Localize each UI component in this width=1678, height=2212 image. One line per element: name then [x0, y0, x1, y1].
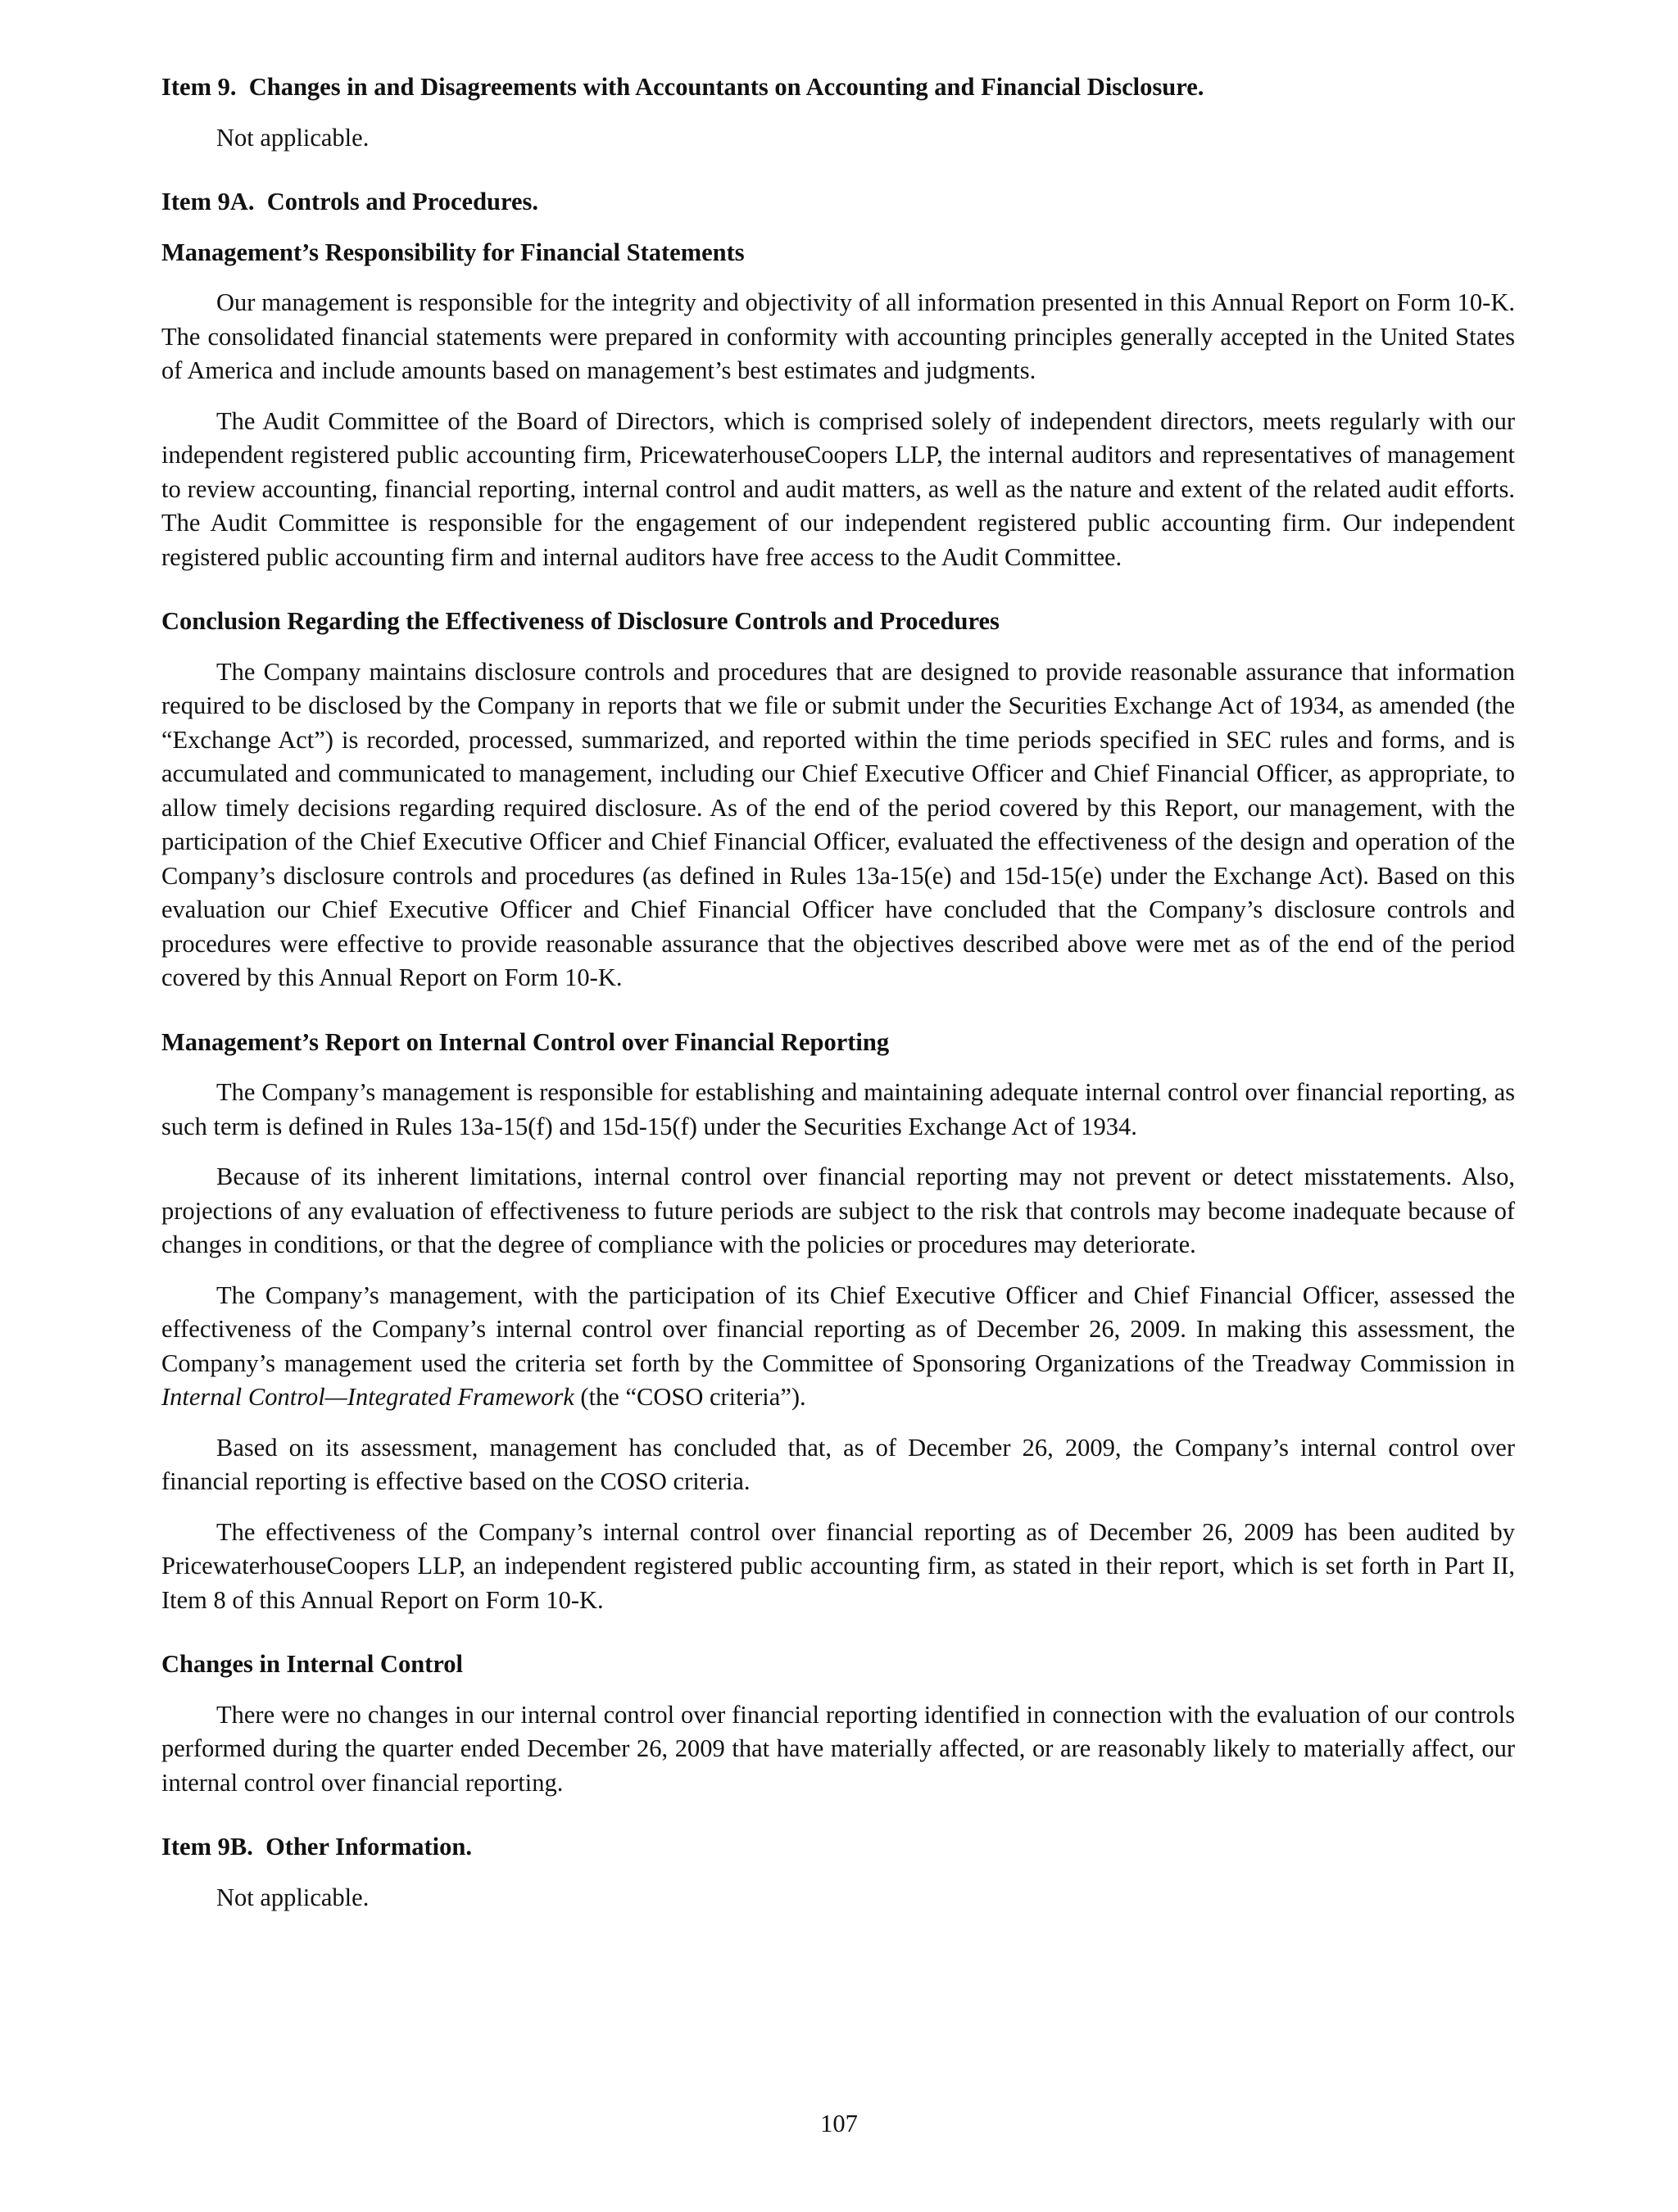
- conclusion-heading: Conclusion Regarding the Effectiveness of Disclosure Controls and Procedures: [161, 607, 1000, 635]
- mgmt-report-paragraph-3-text-b: (the “COSO criteria”).: [574, 1383, 806, 1411]
- document-page: [161, 70, 1515, 1915]
- item-9-text: Not applicable.: [216, 123, 370, 152]
- mgmt-report-paragraph-4: Based on its assessment, management has concluded that, as of December 26, 2009, the Company’s internal control over financial reporting is effective based on the COSO criteria.: [161, 1433, 1515, 1495]
- mgmt-responsibility-paragraph-2: The Audit Committee of the Board of Directors, which is comprised solely of independent directors, meets regularly with our independent registered public accounting firm, PricewaterhouseCoopers LLP, the internal auditors and representatives of management to review accounting, financial reporting, internal control and audit matters, as well as the nature and extent of the related audit efforts. The Audit Committee is responsible for the engagement of our independent registered public accounting firm. Our independent registered public accounting firm and internal auditors have free access to the Audit Committee.: [161, 406, 1515, 571]
- mgmt-report-paragraph-2: Because of its inherent limitations, internal control over financial reporting may not prevent or detect misstatements. Also, projections of any evaluation of effectiveness to future periods are subject to the risk that controls may become inadequate because of changes in conditions, or that the degree of compliance with the policies or procedures may deteriorate.: [161, 1163, 1515, 1258]
- item-9b-heading: Item 9B. Other Information.: [161, 1833, 472, 1861]
- item-9a-heading: Item 9A. Controls and Procedures.: [161, 188, 539, 215]
- mgmt-responsibility-heading: Management’s Responsibility for Financial Statements: [161, 238, 745, 266]
- item-9b-text: Not applicable.: [216, 1883, 370, 1911]
- mgmt-report-paragraph-3-text-a: The Company’s management, with the participation of its Chief Executive Officer and Chief Financial Officer, assessed the effectiveness of the Company’s internal control over financial reporting as of December 26, 2009. In making this assessment, the Company’s management used the criteria set forth by the Committee of Sponsoring Organizations of the Treadway Commission in: [161, 1281, 1515, 1377]
- mgmt-report-paragraph-3: [161, 1279, 1515, 1415]
- mgmt-report-heading: Management’s Report on Internal Control over Financial Reporting: [161, 1027, 890, 1056]
- coso-framework-title: Internal Control—Integrated Framework: [161, 1383, 574, 1411]
- changes-heading: Changes in Internal Control: [161, 1650, 464, 1678]
- mgmt-responsibility-paragraph-1: Our management is responsible for the integrity and objectivity of all information presented in this Annual Report on Form 10-K. The consolidated financial statements were prepared in conformity with accounting principles generally accepted in the United States of America and include amounts based on management’s best estimates and judgments.: [161, 288, 1515, 384]
- conclusion-paragraph: The Company maintains disclosure controls and procedures that are designed to provide reasonable assurance that information required to be disclosed by the Company in reports that we file or submit under the Securities Exchange Act of 1934, as amended (the “Exchange Act”) is recorded, processed, summarized, and reported within the time periods specified in SEC rules and forms, and is accumulated and communicated to management, including our Chief Executive Officer and Chief Financial Officer, as appropriate, to allow timely decisions regarding required disclosure. As of the end of the period covered by this Report, our management, with the participation of the Chief Executive Officer and Chief Financial Officer, evaluated the effectiveness of the design and operation of the Company’s disclosure controls and procedures (as defined in Rules 13a-15(e) and 15d-15(e) under the Exchange Act). Based on this evaluation our Chief Executive Officer and Chief Financial Officer have concluded that the Company’s disclosure controls and procedures were effective to provide reasonable assurance that the objectives described above were met as of the end of the period covered by this Annual Report on Form 10-K.: [161, 657, 1515, 991]
- mgmt-report-paragraph-1: The Company’s management is responsible for establishing and maintaining adequate internal control over financial reporting, as such term is defined in Rules 13a-15(f) and 15d-15(f) under the Securities Exchange Act of 1934.: [161, 1078, 1515, 1140]
- item-9-heading: Item 9. Changes in and Disagreements with Accountants on Accounting and Financial Disclosure.: [161, 73, 1204, 101]
- mgmt-report-paragraph-5: The effectiveness of the Company’s internal control over financial reporting as of December 26, 2009 has been audited by PricewaterhouseCoopers LLP, an independent registered public accounting firm, as stated in their report, which is set forth in Part II, Item 8 of this Annual Report on Form 10-K.: [161, 1517, 1515, 1614]
- changes-paragraph: There were no changes in our internal control over financial reporting identified in connection with the evaluation of our controls performed during the quarter ended December 26, 2009 that have materially affected, or are reasonably likely to materially affect, our internal control over financial reporting.: [161, 1700, 1515, 1797]
- page-number: 107: [820, 2110, 858, 2137]
